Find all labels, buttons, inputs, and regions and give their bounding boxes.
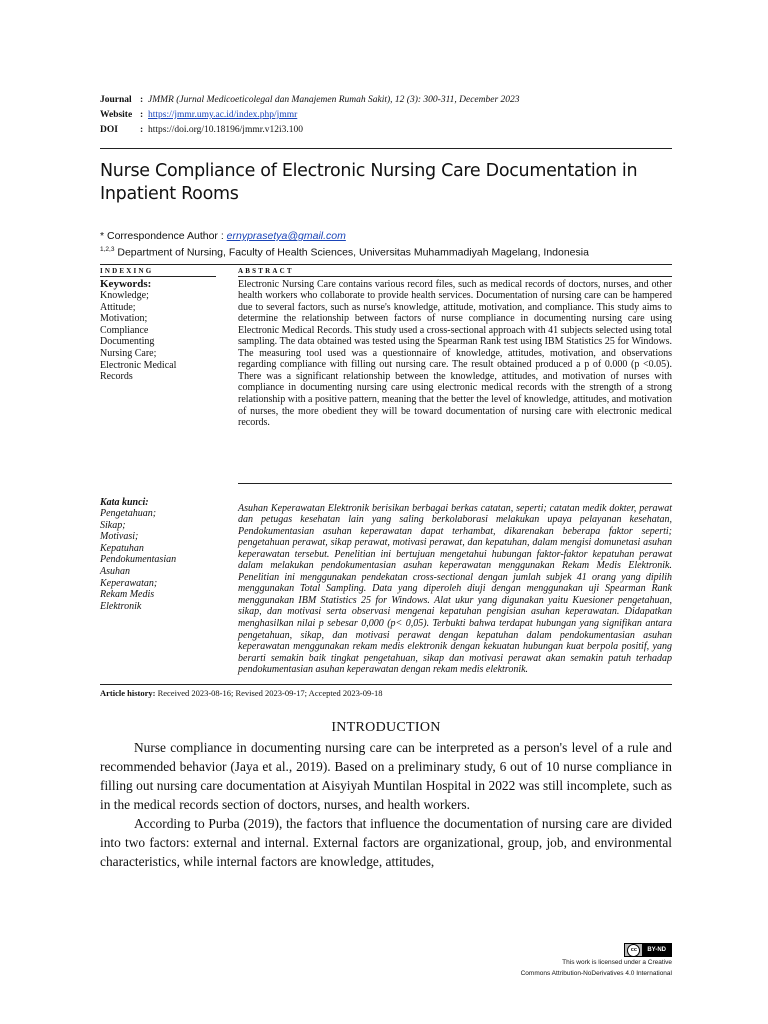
article-page — [100, 93, 672, 871]
kata-kunci-item: Motivasi; — [100, 531, 139, 543]
kata-kunci-item: Sikap; — [100, 519, 126, 531]
correspondence-label: * Correspondence Author : — [100, 230, 227, 242]
meta-journal-value: JMMR (Jurnal Medicoeticolegal dan Manajemen Rumah Sakit), 12 (3): 300-311, December 2023 — [148, 95, 520, 105]
doi-link[interactable]: https://doi.org/10.18196/jmmr.v12i3.100 — [148, 125, 304, 135]
meta-journal-key: Journal — [100, 95, 132, 105]
keyword-item: Documenting — [100, 336, 155, 348]
keywords-block — [100, 277, 216, 491]
keyword-item: Electronic Medical — [100, 359, 177, 371]
kata-kunci-item: Rekam Medis — [100, 589, 155, 601]
license-line-2: Commons Attribution-NoDerivatives 4.0 International — [520, 970, 672, 977]
correspondence-email-link[interactable]: ernyprasetya@gmail.com — [226, 230, 346, 242]
kata-kunci-item: Kepatuhan — [100, 542, 144, 554]
website-link[interactable]: https://jmmr.umy.ac.id/index.php/jmmr — [148, 110, 298, 120]
article-title: Nurse Compliance of Electronic Nursing Care Documentation in Inpatient Rooms — [100, 148, 672, 206]
journal-meta — [100, 93, 672, 138]
kata-kunci-item: Pengetahuan; — [100, 508, 157, 520]
meta-website-key: Website — [100, 110, 133, 120]
keyword-item: Records — [100, 371, 133, 383]
meta-website-row — [100, 108, 672, 123]
history-label: Article history: — [100, 687, 156, 698]
body-text — [100, 738, 672, 871]
keyword-item: Attitude; — [100, 301, 136, 313]
section-heading: INTRODUCTION — [331, 719, 441, 735]
affiliation — [100, 243, 672, 260]
kata-kunci-item: Keperawatan; — [100, 577, 158, 589]
keyword-item: Nursing Care; — [100, 348, 157, 360]
keyword-item: Knowledge; — [100, 290, 149, 302]
affiliation-text: Department of Nursing, Faculty of Health Sciences, Universitas Muhammadiyah Magelang, Indonesia — [114, 246, 589, 259]
correspondence — [100, 230, 672, 243]
abstract-header: ABSTRACT — [238, 265, 672, 277]
abstract-column — [238, 265, 672, 676]
history-dates: Received 2023-08-16; Revised 2023-09-17; Accepted 2023-09-18 — [155, 687, 383, 698]
indexing-header: INDEXING — [100, 265, 216, 277]
meta-colon: : — [140, 125, 144, 135]
license-line-1: This work is licensed under a Creative — [562, 959, 672, 966]
meta-doi-row — [100, 123, 672, 138]
meta-journal-row — [100, 93, 672, 108]
keyword-item: Compliance — [100, 324, 149, 336]
kata-kunci-item: Pendokumentasian — [100, 554, 177, 566]
paragraph: Nurse compliance in documenting nursing care can be interpreted as a person's level of a rule and recommended behavior (Jaya et al., 2019). Based on a preliminary study, 6 out of 10 nurse compliance in filling out nursing care documentation at Aisyiyah Muntilan Hospital in 2022 was still incomplete, such as in the medical records section of doctors, nurses, and health workers. — [100, 739, 672, 812]
meta-doi-key: DOI — [100, 125, 118, 135]
kata-kunci-item: Elektronik — [100, 600, 142, 612]
keywords-title: Keywords: — [100, 277, 152, 290]
affiliation-sup: 1,2,3 — [100, 246, 115, 253]
abstract-grid — [100, 264, 672, 676]
paragraph: According to Purba (2019), the factors that influence the documentation of nursing care are divided into two factors: external and internal. External factors are organizational, group, job, and environmental characteristics, while internal factors are knowledge, attitudes, — [100, 815, 672, 869]
license-notice — [521, 943, 672, 979]
indexing-column — [100, 265, 216, 676]
article-history — [100, 684, 672, 698]
kata-kunci-block — [100, 491, 216, 613]
license-type-label: BY-ND — [642, 944, 671, 956]
cc-license-badge[interactable] — [624, 943, 672, 957]
abstract-indonesian: Asuhan Keperawatan Elektronik berisikan berbagai berkas catatan, seperti; catatan medik dokter, perawat dan petugas kesehatan lain yang saling berkolaborasi melakukan upaya pelayanan kesehatan, Pendokumentasian asuhan keperawatan dapat terhambat, dikarenakan beberapa faktor seperti; pengetahuan perawat, sikap perawat, motivasi perawat, dan kepatuhan, dalam mengisi domunetasi asuhan keperawatan tersebut. Penelitian ini bertujuan mengetahui hubungan faktor-faktor kepatuhan perawat dalam melakukan pendokumentasian asuhan keperawatan menggunakan Rekam Medis Elektronik. Penelitian ini menggunakan pendekatan cross-sectional dengan jumlah subjek 41 orang yang dipilih menggunakan Total Sampling. Data yang diperoleh diuji dengan menggunakan uji Spearman Rank menggunakan IBM Statistics 25 for Windows. Alat ukur yang digunakan yaitu Kuesioner pengetahuan, sikap, dan motivasi serta observasi mengenai kepatuhan pengisian asuhan keperawatan. Didapatkan menghasilkan nilai p sebesar 0,000 (p< 0,05). Terbukti bahwa terdapat hubungan yang signifikan antara pengetahuan, sikap, dan motivasi perawat dengan kepatuhan dalam pendokumentasian asuhan keperawatan menggunakan rekam medis elektronik dengan kekuatan hubungan kuat berpola positif, yang berarti semakin baik tingkat pengetahuan, sikap dan motivasi perawat akan semakin patuh terhadap pendokumentasian asuhan keperawatan dengan rekam medis elektronik. — [238, 502, 672, 676]
kata-kunci-item: Asuhan — [100, 566, 130, 578]
meta-colon: : — [140, 95, 144, 105]
cc-icon: cc — [627, 944, 640, 957]
keyword-item: Motivation; — [100, 313, 148, 325]
meta-colon: : — [140, 110, 144, 120]
kata-kunci-title: Kata kunci: — [100, 496, 149, 508]
abstract-english: Electronic Nursing Care contains various record files, such as medical records of doctors, nurses, and other health workers who collaborate to provide health services. Documentation of nursing care can be hampered due to several factors, such as nurse's knowledge, attitude, motivation, and compliance. This study aims to determine the relationship between factors of nurse compliance in documenting nursing care using Electronic Medical Records. This study used a cross-sectional approach with 41 subjects selected using total sampling. The data obtained was tested using the Spearman Rank test using IBM Statistics 25 for Windows. The measuring tool used was a questionnaire of knowledge, attitudes, motivation, and observations regarding compliance with filling out nursing care. The result obtained produced a p of 0.000 (p <0.05). There was a significant relationship between the knowledge, attitudes, and motivation of nurses with compliance in documenting nursing care using electronic medical records with the strength of a strong relationship with a positive pattern, meaning that the better the level of knowledge, attitudes, and motivation of nurses, the more obedient they will be toward documentation of nursing care with electronic medical records. — [238, 277, 672, 484]
